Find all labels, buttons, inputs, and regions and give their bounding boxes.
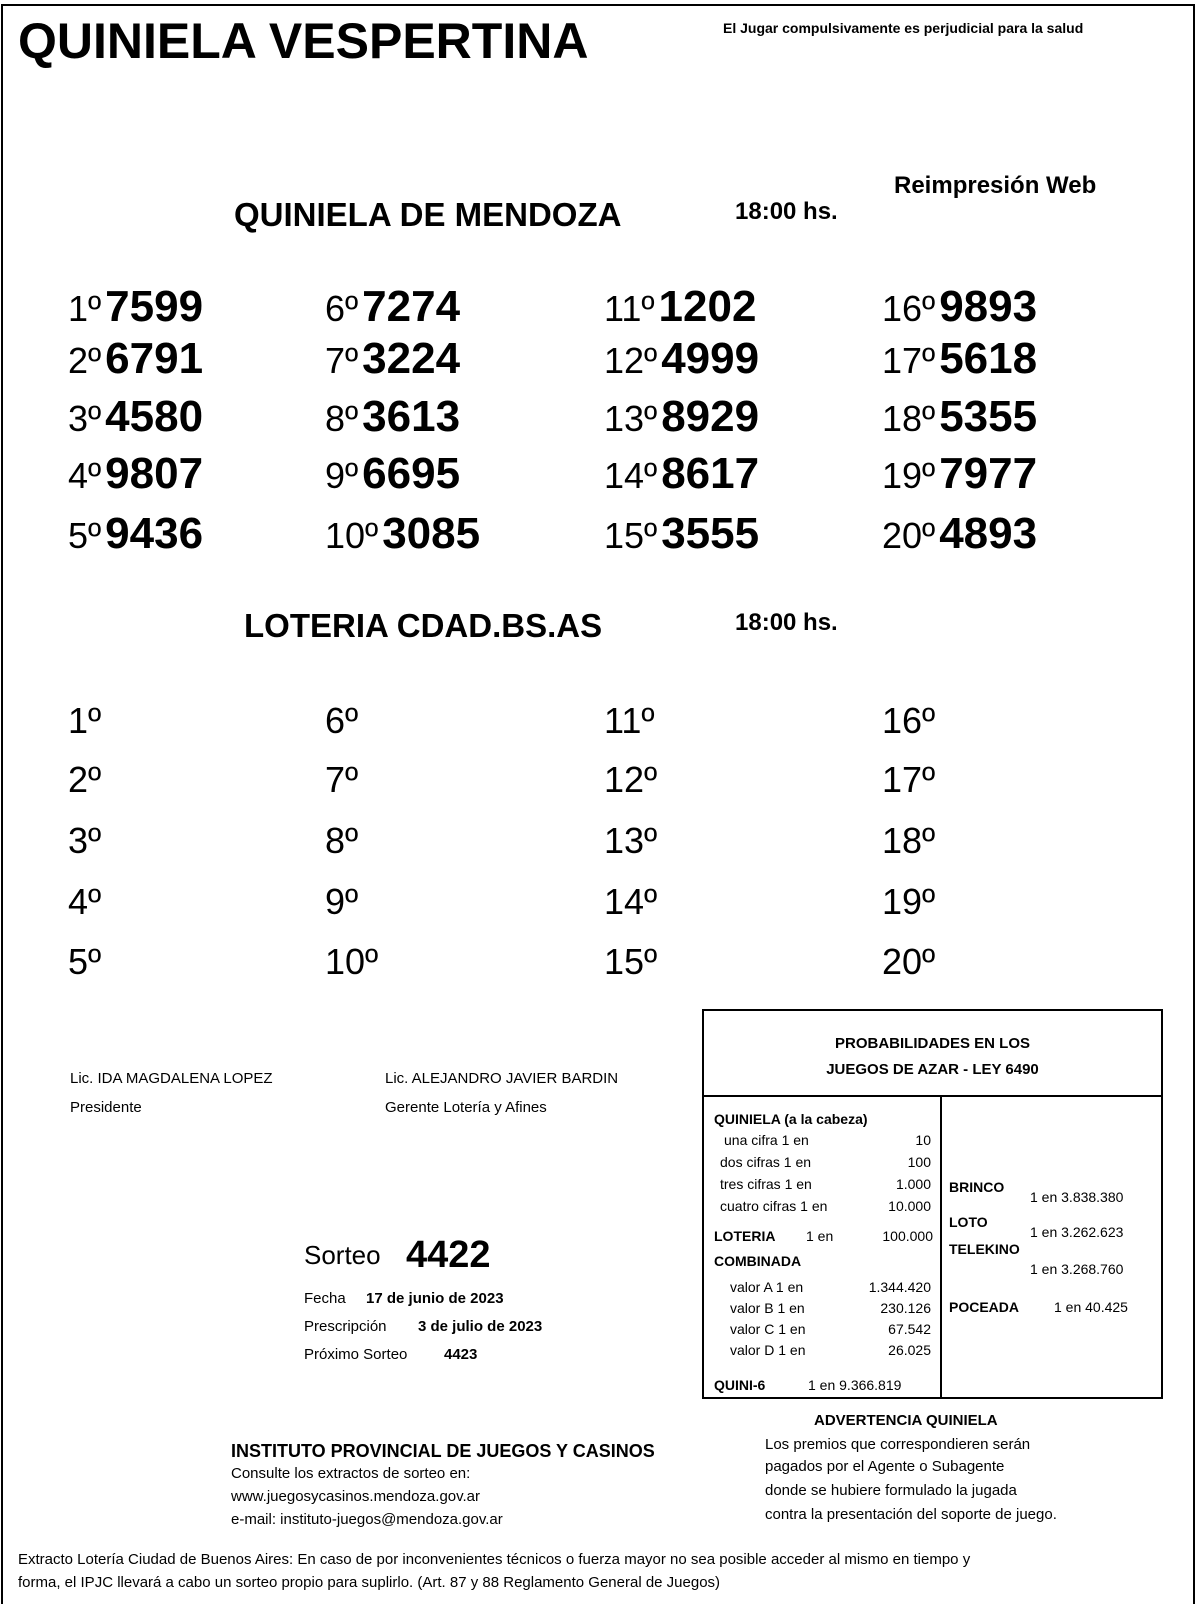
result-number: 7977 <box>939 449 1038 498</box>
result-position: 14º <box>604 455 658 496</box>
brinco-prob-label: BRINCO <box>949 1179 1005 1195</box>
loteria-position: 11º <box>604 700 655 741</box>
president-name: Lic. IDA MAGDALENA LOPEZ <box>70 1070 273 1087</box>
loteria-position: 7º <box>325 759 359 800</box>
expiration-label: Prescripción <box>304 1318 387 1335</box>
loteria-section-title: LOTERIA CDAD.BS.AS <box>244 607 603 644</box>
combinada-prob-row-label: valor C 1 en <box>730 1321 806 1337</box>
result-position: 9º <box>325 455 359 496</box>
result-position: 10º <box>325 515 379 556</box>
mendoza-result <box>325 509 480 559</box>
quiniela-prob-row-label: tres cifras 1 en <box>720 1176 812 1192</box>
loteria-position: 15º <box>604 941 658 982</box>
result-position: 5º <box>68 515 102 556</box>
result-position: 16º <box>882 288 936 329</box>
loto-prob-value: 1 en 3.262.623 <box>1030 1224 1124 1240</box>
mendoza-result <box>68 392 203 442</box>
loteria-position: 14º <box>604 881 658 922</box>
loteria-position: 16º <box>882 700 936 741</box>
loteria-position: 6º <box>325 700 359 741</box>
manager-name: Lic. ALEJANDRO JAVIER BARDIN <box>385 1070 619 1087</box>
loteria-position: 10º <box>325 941 379 982</box>
result-position: 8º <box>325 398 359 439</box>
result-position: 20º <box>882 515 936 556</box>
loteria-position: 2º <box>68 759 102 800</box>
combinada-prob-row-label: valor B 1 en <box>730 1300 805 1316</box>
quiniela-prob-row-value: 100 <box>907 1154 931 1170</box>
telekino-prob-label: TELEKINO <box>949 1241 1020 1257</box>
quiniela-prob-row-value: 10.000 <box>888 1198 931 1214</box>
mendoza-result <box>325 449 460 499</box>
quiniela-warning-line: pagados por el Agente o Subagente <box>765 1458 1005 1475</box>
mendoza-result <box>604 282 756 332</box>
mendoza-result <box>68 509 203 559</box>
probabilities-box <box>702 1009 1163 1399</box>
quini6-prob-text: 1 en 9.366.819 <box>808 1377 902 1393</box>
combinada-prob-row-value: 26.025 <box>888 1342 931 1358</box>
result-position: 18º <box>882 398 936 439</box>
mendoza-result <box>325 282 460 332</box>
mendoza-result <box>68 282 203 332</box>
mendoza-result <box>882 282 1037 332</box>
result-number: 9893 <box>939 282 1038 331</box>
page-title: QUINIELA VESPERTINA <box>18 13 589 69</box>
result-position: 15º <box>604 515 658 556</box>
result-number: 3555 <box>661 509 760 558</box>
result-number: 1202 <box>658 282 757 331</box>
loteria-prob-value: 100.000 <box>882 1228 933 1244</box>
combinada-prob-row-value: 230.126 <box>880 1300 931 1316</box>
loteria-position: 5º <box>68 941 102 982</box>
loteria-position: 18º <box>882 820 936 861</box>
date-label: Fecha <box>304 1290 346 1307</box>
result-number: 3224 <box>362 334 461 383</box>
mendoza-result <box>882 509 1037 559</box>
quiniela-warning-line: contra la presentación del soporte de juego. <box>765 1506 1057 1523</box>
combinada-prob-row-value: 67.542 <box>888 1321 931 1337</box>
president-role: Presidente <box>70 1099 142 1116</box>
mendoza-hour: 18:00 hs. <box>735 198 838 225</box>
mendoza-result <box>882 449 1037 499</box>
probabilities-title-2: JUEGOS DE AZAR - LEY 6490 <box>826 1061 1039 1078</box>
institute-email: e-mail: instituto-juegos@mendoza.gov.ar <box>231 1511 503 1528</box>
quiniela-prob-row-label: una cifra 1 en <box>724 1132 809 1148</box>
footer-line-1: Extracto Lotería Ciudad de Buenos Aires: En caso de por inconvenientes técnicos o fuerza mayor no sea posible acceder al mismo en tiempo y <box>18 1551 971 1568</box>
result-position: 2º <box>68 340 102 381</box>
reprint-label: Reimpresión Web <box>894 172 1097 199</box>
poceada-prob-label: POCEADA <box>949 1299 1020 1315</box>
result-number: 5618 <box>939 334 1038 383</box>
mendoza-result <box>604 392 759 442</box>
institute-line-1: Consulte los extractos de sorteo en: <box>231 1465 471 1482</box>
loteria-position: 8º <box>325 820 359 861</box>
quiniela-prob-row-value: 10 <box>915 1132 931 1148</box>
quiniela-warning-title: ADVERTENCIA QUINIELA <box>814 1412 998 1429</box>
draw-label: Sorteo <box>304 1240 381 1270</box>
next-draw-number: 4423 <box>444 1346 478 1363</box>
quiniela-prob-row-label: cuatro cifras 1 en <box>720 1198 828 1214</box>
quiniela-prob-label: QUINIELA (a la cabeza) <box>714 1111 868 1127</box>
mendoza-result <box>604 334 759 384</box>
loteria-position: 1º <box>68 700 102 741</box>
mendoza-result <box>68 449 203 499</box>
quiniela-prob-row-value: 1.000 <box>895 1176 931 1192</box>
result-number: 7599 <box>105 282 204 331</box>
loteria-position: 4º <box>68 881 102 922</box>
probabilities-header <box>704 1011 1161 1097</box>
loteria-position: 13º <box>604 820 658 861</box>
manager-role: Gerente Lotería y Afines <box>385 1099 547 1116</box>
result-position: 7º <box>325 340 359 381</box>
result-position: 17º <box>882 340 936 381</box>
mendoza-result <box>325 392 460 442</box>
telekino-prob-value: 1 en 3.268.760 <box>1030 1261 1124 1277</box>
result-number: 9436 <box>105 509 204 558</box>
result-number: 5355 <box>939 392 1038 441</box>
mendoza-result <box>325 334 460 384</box>
result-number: 6791 <box>105 334 204 383</box>
loteria-prob-label: LOTERIA <box>714 1228 776 1244</box>
mendoza-section-title: QUINIELA DE MENDOZA <box>234 196 622 233</box>
result-number: 3613 <box>362 392 461 441</box>
probabilities-divider <box>940 1097 942 1397</box>
brinco-prob-value: 1 en 3.838.380 <box>1030 1189 1124 1205</box>
loteria-position: 17º <box>882 759 936 800</box>
loteria-position: 12º <box>604 759 658 800</box>
combinada-prob-row-value: 1.344.420 <box>868 1279 931 1295</box>
loteria-position: 19º <box>882 881 936 922</box>
mendoza-result <box>882 392 1037 442</box>
poceada-prob-value: 1 en 40.425 <box>1054 1299 1128 1315</box>
result-number: 4893 <box>939 509 1038 558</box>
result-position: 19º <box>882 455 936 496</box>
result-position: 11º <box>604 288 655 329</box>
result-number: 7274 <box>362 282 461 331</box>
loteria-position: 3º <box>68 820 102 861</box>
probabilities-title-1: PROBABILIDADES EN LOS <box>834 1035 1030 1052</box>
loto-prob-label: LOTO <box>949 1214 988 1230</box>
loteria-hour: 18:00 hs. <box>735 609 838 636</box>
result-position: 13º <box>604 398 658 439</box>
loteria-position: 9º <box>325 881 359 922</box>
result-number: 6695 <box>362 449 461 498</box>
result-position: 1º <box>68 288 102 329</box>
loteria-position: 20º <box>882 941 936 982</box>
quiniela-prob-row-label: dos cifras 1 en <box>720 1154 812 1170</box>
result-number: 9807 <box>105 449 204 498</box>
health-warning: El Jugar compulsivamente es perjudicial para la salud <box>723 20 1084 36</box>
draw-date: 17 de junio de 2023 <box>366 1290 504 1307</box>
quini6-prob-label: QUINI-6 <box>714 1377 766 1393</box>
combinada-prob-row-label: valor D 1 en <box>730 1342 806 1358</box>
expiration-date: 3 de julio de 2023 <box>418 1318 543 1335</box>
loteria-prob-text: 1 en <box>806 1228 834 1244</box>
result-position: 6º <box>325 288 359 329</box>
result-number: 4580 <box>105 392 204 441</box>
quiniela-warning-line: Los premios que correspondieren serán <box>765 1436 1031 1453</box>
next-draw-label: Próximo Sorteo <box>304 1346 408 1363</box>
mendoza-result <box>882 334 1037 384</box>
result-position: 12º <box>604 340 658 381</box>
quiniela-warning-line: donde se hubiere formulado la jugada <box>765 1482 1017 1499</box>
result-number: 8617 <box>661 449 760 498</box>
result-position: 4º <box>68 455 102 496</box>
combinada-prob-row-label: valor A 1 en <box>730 1279 804 1295</box>
institute-name: INSTITUTO PROVINCIAL DE JUEGOS Y CASINOS <box>231 1441 655 1461</box>
result-position: 3º <box>68 398 102 439</box>
result-number: 4999 <box>661 334 760 383</box>
mendoza-result <box>604 449 759 499</box>
result-number: 3085 <box>382 509 481 558</box>
draw-number: 4422 <box>406 1234 491 1276</box>
mendoza-result <box>604 509 759 559</box>
combinada-prob-label: COMBINADA <box>714 1253 802 1269</box>
result-number: 8929 <box>661 392 760 441</box>
mendoza-result <box>68 334 203 384</box>
footer-line-2: forma, el IPJC llevará a cabo un sorteo propio para suplirlo. (Art. 87 y 88 Reglamento General de Juegos) <box>18 1574 721 1591</box>
institute-website: www.juegosycasinos.mendoza.gov.ar <box>231 1488 481 1505</box>
